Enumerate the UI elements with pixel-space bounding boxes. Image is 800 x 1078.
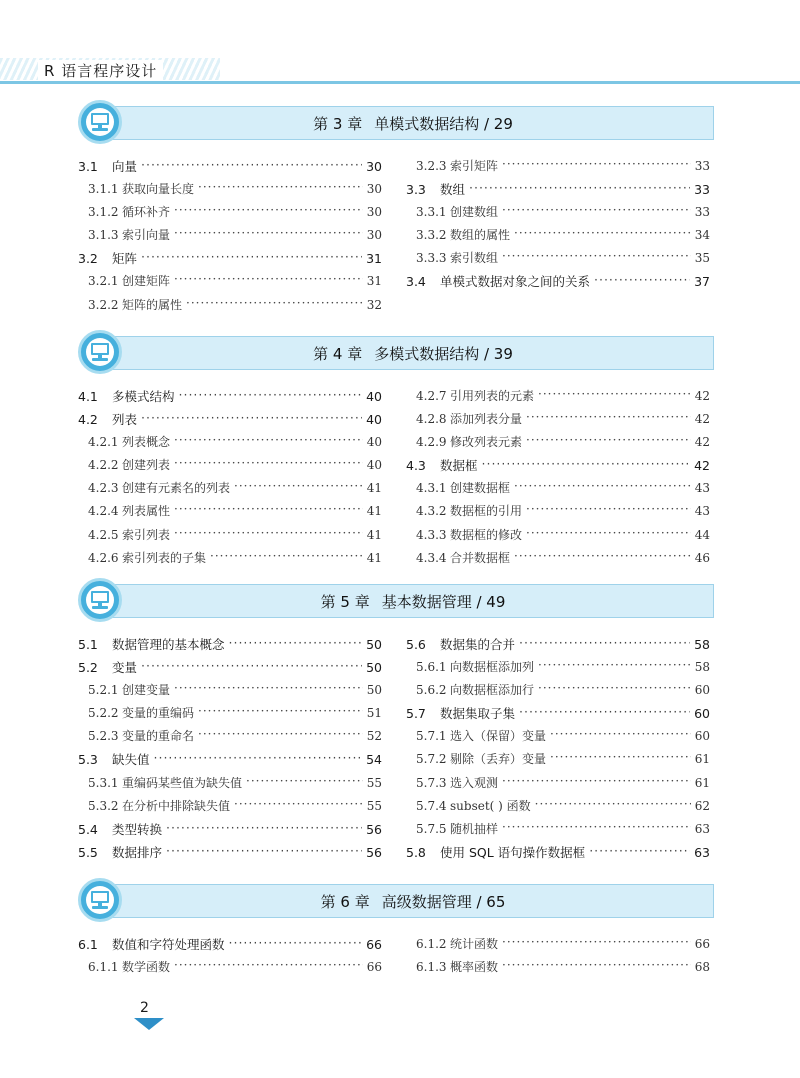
page-ref: 42 — [694, 412, 710, 427]
toc-entry[interactable] — [78, 935, 382, 958]
page-ref: 42 — [694, 458, 710, 474]
dot-leader — [186, 297, 363, 309]
section-number: 5.2.1 — [88, 683, 119, 698]
section-title: 变量的重编码 — [122, 706, 195, 721]
dot-leader — [174, 457, 363, 469]
section-title: 统计函数 — [450, 937, 499, 951]
toc-entry[interactable] — [406, 635, 710, 658]
page-ref: 50 — [366, 660, 382, 676]
section-title: 变量的重命名 — [122, 729, 195, 744]
dot-leader — [141, 159, 362, 172]
section-number: 5.7.1 — [416, 729, 447, 744]
toc-column-left — [78, 157, 382, 319]
section-number: 5.2.3 — [88, 729, 119, 744]
dot-leader — [502, 959, 691, 971]
section-title: 数据集的合并 — [440, 637, 516, 652]
dot-leader — [538, 388, 691, 400]
section-title: 数据框的修改 — [450, 527, 523, 542]
section-number: 6.1.1 — [88, 960, 119, 975]
section-title: 多模式结构 — [112, 389, 175, 404]
page-ref: 43 — [694, 481, 710, 496]
toc-entry[interactable] — [78, 774, 382, 797]
page-ref: 30 — [366, 205, 382, 220]
section-number: 4.3 — [406, 458, 426, 474]
dot-leader — [141, 251, 362, 264]
toc-entry[interactable] — [78, 249, 382, 272]
section-title: 数学函数 — [122, 960, 171, 975]
toc-entry[interactable] — [406, 658, 710, 681]
page-ref: 37 — [694, 274, 710, 290]
dot-leader — [166, 844, 362, 857]
section-title: 索引列表 — [122, 527, 171, 542]
dot-leader — [174, 959, 363, 971]
toc-entry[interactable] — [406, 935, 710, 958]
toc-entry[interactable] — [78, 272, 382, 295]
section-title: 列表概念 — [122, 435, 171, 450]
section-number: 3.1.1 — [88, 182, 119, 197]
chapter-title — [113, 113, 713, 134]
computer-icon — [78, 878, 122, 922]
section-number: 4.2.4 — [88, 504, 119, 519]
section-title: 剔除（丢弃）变量 — [450, 752, 547, 767]
chapter-heading-bar — [112, 884, 714, 918]
toc-entry[interactable] — [78, 157, 382, 180]
section-title: 数值和字符处理函数 — [112, 937, 225, 952]
toc-column-left — [78, 387, 382, 572]
page-ref: 31 — [366, 274, 382, 289]
section-title: 循环补齐 — [122, 205, 171, 220]
dot-leader — [210, 550, 363, 562]
dot-leader — [538, 659, 691, 671]
toc-entry[interactable] — [78, 727, 382, 750]
page-ref: 55 — [366, 798, 382, 813]
toc-entry[interactable] — [78, 180, 382, 203]
toc-column-left — [78, 935, 382, 981]
toc-entry[interactable] — [406, 502, 710, 525]
section-number: 5.5 — [78, 844, 98, 860]
toc-entry[interactable] — [406, 549, 710, 572]
section-number: 4.2.2 — [88, 458, 119, 473]
section-number: 4.3.3 — [416, 527, 447, 542]
dot-leader — [174, 227, 363, 239]
section-title: 数据框的引用 — [450, 504, 523, 519]
section-title: 创建有元素名的列表 — [122, 481, 231, 496]
page-ref: 62 — [694, 798, 710, 813]
toc-entry[interactable] — [406, 387, 710, 410]
dot-leader — [519, 706, 690, 719]
page-ref: 43 — [694, 504, 710, 519]
page-ref: 58 — [694, 660, 710, 675]
toc-entry[interactable] — [78, 526, 382, 549]
page-ref: 44 — [694, 527, 710, 542]
section-number: 5.2.2 — [88, 706, 119, 721]
dot-leader — [174, 204, 363, 216]
toc-entry[interactable] — [78, 456, 382, 479]
section-number: 3.2.3 — [416, 159, 447, 173]
toc-entry[interactable] — [406, 704, 710, 727]
page-ref: 56 — [366, 821, 382, 837]
page-ref: 46 — [694, 550, 710, 565]
section-title: 选入（保留）变量 — [450, 729, 547, 744]
section-number: 5.7.2 — [416, 752, 447, 767]
page-ref: 51 — [366, 706, 382, 721]
page-ref: 33 — [694, 205, 710, 220]
section-title: 创建列表 — [122, 458, 171, 473]
section-title: 创建数组 — [450, 205, 499, 220]
section-number: 6.1.3 — [416, 960, 447, 975]
toc-entry[interactable] — [406, 203, 710, 226]
page-ref: 30 — [366, 182, 382, 197]
page-ref: 40 — [366, 435, 382, 450]
toc-entry[interactable] — [78, 226, 382, 249]
dot-leader — [550, 728, 691, 740]
chapter-number: 第 3 章 — [313, 115, 363, 133]
section-number: 5.1 — [78, 637, 98, 652]
section-title: 在分析中排除缺失值 — [122, 798, 231, 813]
page-ref: 33 — [694, 159, 710, 173]
toc-entry[interactable] — [406, 479, 710, 502]
chapter-heading-bar — [112, 584, 714, 618]
section-number: 4.2.3 — [88, 481, 119, 496]
dot-leader — [550, 751, 691, 763]
chapter-title — [113, 891, 713, 912]
dot-leader — [482, 458, 691, 471]
toc-entry[interactable] — [406, 958, 710, 981]
toc-column-right — [406, 635, 710, 866]
section-title: 数据框 — [440, 458, 478, 474]
toc-entry[interactable] — [406, 774, 710, 797]
chapter-name: 基本数据管理 / 49 — [381, 593, 506, 611]
header-rule — [0, 81, 800, 84]
toc-entry[interactable] — [78, 750, 382, 773]
section-title: 索引列表的子集 — [122, 550, 207, 565]
section-number: 5.7.4 — [416, 798, 447, 813]
page-ref: 60 — [694, 706, 710, 722]
section-number: 5.6.2 — [416, 683, 447, 698]
page-ref: 58 — [694, 637, 710, 652]
section-number: 6.1.2 — [416, 937, 447, 951]
page-number: 2 — [140, 1000, 149, 1016]
section-title: 创建数据框 — [450, 481, 511, 496]
section-title: 矩阵的属性 — [122, 297, 183, 312]
section-number: 5.7 — [406, 706, 426, 722]
toc-entry[interactable] — [78, 296, 382, 319]
toc-column-left — [78, 635, 382, 866]
section-title: 获取向量长度 — [122, 182, 195, 197]
toc-entry[interactable] — [78, 387, 382, 410]
toc-entry[interactable] — [78, 843, 382, 866]
page-ref: 40 — [366, 412, 382, 428]
page-ref: 40 — [366, 458, 382, 473]
dot-leader — [198, 705, 363, 717]
section-number: 5.6.1 — [416, 660, 447, 675]
chapter-name: 多模式数据结构 / 39 — [374, 345, 513, 363]
section-title: 修改列表元素 — [450, 435, 523, 450]
dot-leader — [229, 637, 363, 650]
section-number: 3.3.1 — [416, 205, 447, 220]
section-number: 4.2.1 — [88, 435, 119, 450]
section-number: 5.3.1 — [88, 775, 119, 790]
page-ref: 66 — [694, 937, 710, 951]
page-ref: 68 — [694, 960, 710, 975]
section-number: 5.3.2 — [88, 798, 119, 813]
computer-icon — [78, 100, 122, 144]
toc-entry[interactable] — [78, 479, 382, 502]
section-number: 3.3 — [406, 182, 426, 198]
section-title: 使用 SQL 语句操作数据框 — [440, 844, 586, 860]
dot-leader — [502, 821, 691, 833]
section-title: 数组 — [440, 182, 466, 198]
page-ref: 42 — [694, 435, 710, 450]
page-ref: 35 — [694, 251, 710, 266]
section-number: 5.7.3 — [416, 775, 447, 790]
toc-entry[interactable] — [406, 410, 710, 433]
dot-leader — [166, 821, 362, 834]
section-number: 5.8 — [406, 844, 426, 860]
section-title: 创建变量 — [122, 683, 171, 698]
toc-entry[interactable] — [406, 750, 710, 773]
toc-entry[interactable] — [406, 820, 710, 843]
section-number: 4.3.4 — [416, 550, 447, 565]
toc-entry[interactable] — [406, 180, 710, 203]
page-ref: 61 — [694, 775, 710, 790]
toc-column-right — [406, 935, 710, 981]
section-number: 6.1 — [78, 937, 98, 952]
computer-icon — [78, 330, 122, 374]
section-title: 缺失值 — [112, 752, 150, 768]
section-title: 合并数据框 — [450, 550, 511, 565]
page-ref: 54 — [366, 752, 382, 768]
page-ref: 32 — [366, 297, 382, 312]
dot-leader — [519, 637, 690, 650]
page-ref: 60 — [694, 729, 710, 744]
page-ref: 34 — [694, 228, 710, 243]
dot-leader — [526, 527, 691, 539]
toc-entry[interactable] — [406, 797, 710, 820]
section-number: 3.2.1 — [88, 274, 119, 289]
page-ref: 41 — [366, 527, 382, 542]
section-title: 创建矩阵 — [122, 274, 171, 289]
toc-entry[interactable] — [78, 704, 382, 727]
page-ref: 31 — [366, 251, 382, 267]
dot-leader — [514, 227, 691, 239]
toc-entry[interactable] — [78, 203, 382, 226]
page-ref: 30 — [366, 228, 382, 243]
chapter-title — [113, 591, 713, 612]
dot-leader — [234, 480, 363, 492]
page-ref: 55 — [366, 775, 382, 790]
section-title: 向数据框添加列 — [450, 660, 535, 675]
section-title: 数组的属性 — [450, 228, 511, 243]
page-ref: 30 — [366, 159, 382, 174]
page-ref: 61 — [694, 752, 710, 767]
section-number: 4.2.5 — [88, 527, 119, 542]
section-title: 随机抽样 — [450, 821, 499, 836]
dot-leader — [502, 250, 691, 262]
computer-icon — [78, 578, 122, 622]
dot-leader — [502, 204, 691, 216]
page-ref: 41 — [366, 550, 382, 565]
section-number: 5.7.5 — [416, 821, 447, 836]
chapter-heading-bar — [112, 336, 714, 370]
dot-leader — [469, 182, 690, 195]
section-title: 列表 — [112, 412, 138, 428]
section-title: 单模式数据对象之间的关系 — [440, 274, 591, 290]
dot-leader — [526, 503, 691, 515]
section-number: 4.1 — [78, 389, 98, 404]
toc-entry[interactable] — [78, 958, 382, 981]
section-number: 3.2 — [78, 251, 98, 267]
toc-entry[interactable] — [406, 249, 710, 272]
section-number: 5.3 — [78, 752, 98, 768]
toc-entry[interactable] — [406, 456, 710, 479]
page-ref: 41 — [366, 481, 382, 496]
section-title: 向量 — [112, 159, 138, 174]
page-ref: 63 — [694, 844, 710, 860]
section-number: 5.6 — [406, 637, 426, 652]
dot-leader — [514, 550, 691, 562]
page-ref: 56 — [366, 844, 382, 860]
section-title: 索引矩阵 — [450, 159, 499, 173]
dot-leader — [174, 503, 363, 515]
chapter-number: 第 4 章 — [313, 345, 363, 363]
toc-entry[interactable] — [78, 658, 382, 681]
dot-leader — [141, 412, 362, 425]
section-title: 向数据框添加行 — [450, 683, 535, 698]
dot-leader — [174, 273, 363, 285]
toc-column-right — [406, 157, 710, 296]
page-ref: 33 — [694, 182, 710, 198]
triangle-down-icon — [134, 1018, 164, 1030]
page-ref: 66 — [366, 937, 382, 952]
dot-leader — [174, 682, 363, 694]
section-title: 变量 — [112, 660, 138, 676]
toc-entry[interactable] — [406, 433, 710, 456]
section-number: 4.3.1 — [416, 481, 447, 496]
toc-entry[interactable] — [406, 681, 710, 704]
section-title: 矩阵 — [112, 251, 138, 267]
section-title: 概率函数 — [450, 960, 499, 975]
section-title: 数据集取子集 — [440, 706, 516, 722]
section-number: 3.1 — [78, 159, 98, 174]
section-number: 4.2.8 — [416, 412, 447, 427]
toc-entry[interactable] — [78, 635, 382, 658]
toc-entry[interactable] — [406, 526, 710, 549]
page-ref: 42 — [694, 389, 710, 403]
toc-entry[interactable] — [406, 272, 710, 295]
section-number: 4.2 — [78, 412, 98, 428]
dot-leader — [538, 682, 691, 694]
dot-leader — [198, 728, 363, 740]
section-number: 5.4 — [78, 821, 98, 837]
dot-leader — [589, 844, 690, 857]
dot-leader — [234, 798, 363, 810]
page-ref: 50 — [366, 637, 382, 652]
section-number: 3.3.3 — [416, 251, 447, 266]
dot-leader — [179, 389, 363, 402]
page-ref: 66 — [366, 960, 382, 975]
page-ref: 52 — [366, 729, 382, 744]
dot-leader — [502, 936, 691, 948]
chapter-name: 单模式数据结构 / 29 — [374, 115, 513, 133]
section-title: 索引数组 — [450, 251, 499, 266]
toc-entry[interactable] — [406, 157, 710, 180]
page-ref: 50 — [366, 683, 382, 698]
toc-entry[interactable] — [78, 410, 382, 433]
dot-leader — [514, 480, 691, 492]
chapter-title — [113, 343, 713, 364]
page-ref: 63 — [694, 821, 710, 836]
dot-leader — [141, 660, 362, 673]
page-ref: 41 — [366, 504, 382, 519]
section-title: 列表属性 — [122, 504, 171, 519]
dot-leader — [174, 434, 363, 446]
section-number: 3.4 — [406, 274, 426, 290]
toc-entry[interactable] — [78, 797, 382, 820]
section-title: 类型转换 — [112, 821, 163, 837]
section-title: subset( ) 函数 — [450, 798, 531, 813]
section-number: 4.2.7 — [416, 389, 447, 403]
section-number: 4.2.6 — [88, 550, 119, 565]
section-title: 重编码某些值为缺失值 — [122, 775, 243, 790]
section-title: 选入观测 — [450, 775, 499, 790]
section-number: 3.2.2 — [88, 297, 119, 312]
dot-leader — [526, 434, 691, 446]
toc-entry[interactable] — [78, 502, 382, 525]
section-number: 3.3.2 — [416, 228, 447, 243]
chapter-number: 第 6 章 — [320, 893, 370, 911]
section-number: 4.2.9 — [416, 435, 447, 450]
section-title: 引用列表的元素 — [450, 389, 535, 403]
section-number: 4.3.2 — [416, 504, 447, 519]
toc-entry[interactable] — [78, 681, 382, 704]
dot-leader — [526, 411, 691, 423]
running-header — [0, 58, 800, 84]
dot-leader — [535, 798, 691, 810]
book-title: R 语言程序设计 — [38, 60, 163, 81]
toc-entry[interactable] — [406, 727, 710, 750]
dot-leader — [154, 752, 363, 765]
chapter-name: 高级数据管理 / 65 — [381, 893, 506, 911]
page-ref: 60 — [694, 683, 710, 698]
chapter-heading-bar — [112, 106, 714, 140]
section-number: 5.2 — [78, 660, 98, 676]
dot-leader — [198, 181, 363, 193]
dot-leader — [502, 158, 691, 170]
toc-entry[interactable] — [406, 226, 710, 249]
dot-leader — [502, 775, 691, 787]
dot-leader — [246, 775, 363, 787]
section-title: 添加列表分量 — [450, 412, 523, 427]
toc-entry[interactable] — [406, 843, 710, 866]
section-number: 3.1.2 — [88, 205, 119, 220]
dot-leader — [594, 274, 690, 287]
section-title: 数据管理的基本概念 — [112, 637, 225, 652]
section-title: 数据排序 — [112, 844, 163, 860]
page-ref: 40 — [366, 389, 382, 404]
dot-leader — [229, 937, 363, 950]
chapter-number: 第 5 章 — [320, 593, 370, 611]
section-number: 3.1.3 — [88, 228, 119, 243]
toc-entry[interactable] — [78, 820, 382, 843]
toc-entry[interactable] — [78, 549, 382, 572]
toc-entry[interactable] — [78, 433, 382, 456]
dot-leader — [174, 527, 363, 539]
section-title: 索引向量 — [122, 228, 171, 243]
toc-column-right — [406, 387, 710, 572]
